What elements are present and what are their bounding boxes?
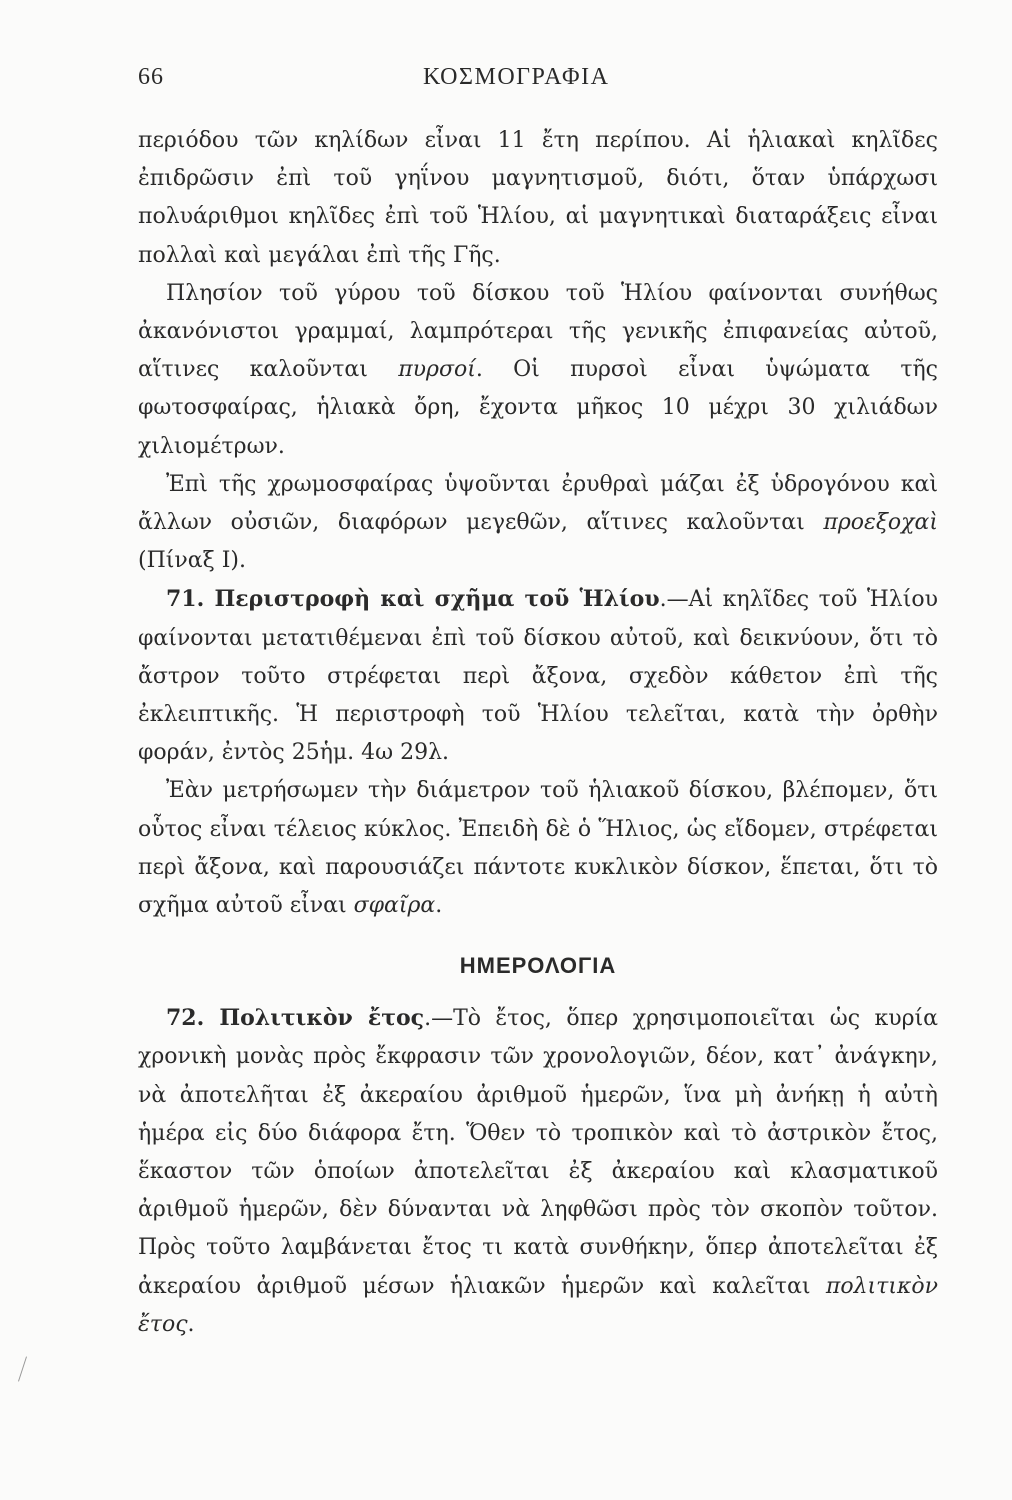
- paragraph-faculae: [138, 275, 938, 466]
- running-header: [138, 60, 938, 102]
- paragraph-text: περιόδου τῶν κηλίδων εἶναι 11 ἔτη περίπου. Αἱ ἡλιακαὶ κηλῖδες ἐπιδρῶσιν ἐπὶ τοῦ γηΐνου μαγνητισμοῦ, διότι, ὅταν ὑπάρχωσι πολυάριθμοι κηλῖδες ἐπὶ τοῦ Ἡλίου, αἱ μαγνητικαὶ διαταράξεις εἶναι πολλαὶ καὶ μεγάλαι ἐπὶ τῆς Γῆς.: [138, 128, 938, 268]
- paragraph-text: .: [435, 893, 443, 919]
- paragraph-sunspot-period: [138, 122, 938, 275]
- term-prominences: προεξοχαὶ: [823, 510, 938, 536]
- paragraph-sun-shape: [138, 772, 938, 925]
- term-sphere: σφαῖρα: [353, 893, 436, 919]
- paragraph-text: Πλησίον τοῦ γύρου τοῦ δίσκου τοῦ Ἡλίου φαίνονται συνήθως ἀκανόνιστοι γραμμαί, λαμπρότεραι τῆς γενικῆς ἐπιφανείας αὐτοῦ, αἵτινες καλοῦνται: [138, 280, 938, 383]
- section-number: 72: [166, 1005, 197, 1032]
- paragraph-text: .: [187, 1311, 195, 1337]
- section-heading: ΗΜΕΡΟΛΟΓΙΑ: [459, 953, 617, 979]
- paragraph-text: (Πίναξ Ι).: [138, 548, 247, 574]
- term-faculae: πυρσοί: [398, 357, 476, 383]
- paragraph-text: .—Αἱ κηλῖδες τοῦ Ἡλίου φαίνονται μετατιθέμεναι ἐπὶ τοῦ δίσκου αὐτοῦ, καὶ δεικνύουν, ὅτι τὸ ἄστρον τοῦτο στρέφεται περὶ ἄξονα, σχεδὸν κάθετον ἐπὶ τῆς ἐκλειπτικῆς. Ἡ περιστροφὴ τοῦ Ἡλίου τελεῖται, κατὰ τὴν ὀρθὴν φοράν, ἐντὸς 25ἡμ. 4ω 29λ.: [138, 587, 938, 766]
- section-72: [138, 999, 938, 1344]
- section-71: [138, 580, 938, 772]
- section-number-dot: .: [196, 586, 215, 613]
- section-number-dot: .: [196, 1005, 220, 1032]
- section-title: Πολιτικὸν ἔτος: [219, 1005, 425, 1032]
- paragraph-prominences: [138, 466, 938, 581]
- term-civil-year: πολιτικὸν ἔτος: [138, 1273, 938, 1337]
- running-title: ΚΟΣΜΟΓΡΑΦΙΑ: [423, 64, 610, 90]
- paragraph-text: Ἐὰν μετρήσωμεν τὴν διάμετρον τοῦ ἡλιακοῦ δίσκου, βλέπομεν, ὅτι οὗτος εἶναι τέλειος κύκλος. Ἐπειδὴ δὲ ὁ Ἥλιος, ὡς εἴδομεν, στρέφεται περὶ ἄξονα, καὶ παρουσιάζει πάντοτε κυκλικὸν δίσκον, ἕπεται, ὅτι τὸ σχῆμα αὐτοῦ εἶναι: [138, 778, 938, 919]
- body-text: [138, 122, 938, 1344]
- paragraph-text: Ἐπὶ τῆς χρωμοσφαίρας ὑψοῦνται ἐρυθραὶ μάζαι ἐξ ὑδρογόνου καὶ ἄλλων οὐσιῶν, διαφόρων μεγεθῶν, αἵτινες καλοῦνται: [138, 471, 938, 536]
- page-number: 66: [138, 64, 164, 90]
- book-page: [138, 60, 938, 1344]
- section-number: 71: [166, 586, 197, 613]
- paragraph-text: . Οἱ πυρσοὶ εἶναι ὑψώματα τῆς φωτοσφαίρας, ἡλιακὰ ὄρη, ἔχοντα μῆκος 10 μέχρι 30 χιλιάδων χιλιομέτρων.: [138, 357, 938, 459]
- paragraph-text: .—Τὸ ἔτος, ὅπερ χρησιμοποιεῖται ὡς κυρία χρονικὴ μονὰς πρὸς ἔκφρασιν τῶν χρονολογιῶν, δέον, κατ᾽ ἀνάγκην, νὰ ἀποτελῆται ἐξ ἀκεραίου ἀριθμοῦ ἡμερῶν, ἵνα μὴ ἀνήκῃ ἡ αὐτὴ ἡμέρα εἰς δύο διάφορα ἔτη. Ὅθεν τὸ τροπικὸν καὶ τὸ ἀστρικὸν ἔτος, ἕκαστον τῶν ὁποίων ἀποτελεῖται ἐξ ἀκεραίου καὶ κλασματικοῦ ἀριθμοῦ ἡμερῶν, δὲν δύνανται νὰ ληφθῶσι πρὸς τὸν σκοπὸν τοῦτον. Πρὸς τοῦτο λαμβάνεται ἔτος τι κατὰ συνθήκην, ὅπερ ἀποτελεῖται ἐξ ἀκεραίου ἀριθμοῦ μέσων ἡλιακῶν ἡμερῶν καὶ καλεῖται: [138, 1006, 938, 1299]
- margin-pencil-mark: [18, 1356, 27, 1381]
- section-title: Περιστροφὴ καὶ σχῆμα τοῦ Ἡλίου: [214, 586, 660, 613]
